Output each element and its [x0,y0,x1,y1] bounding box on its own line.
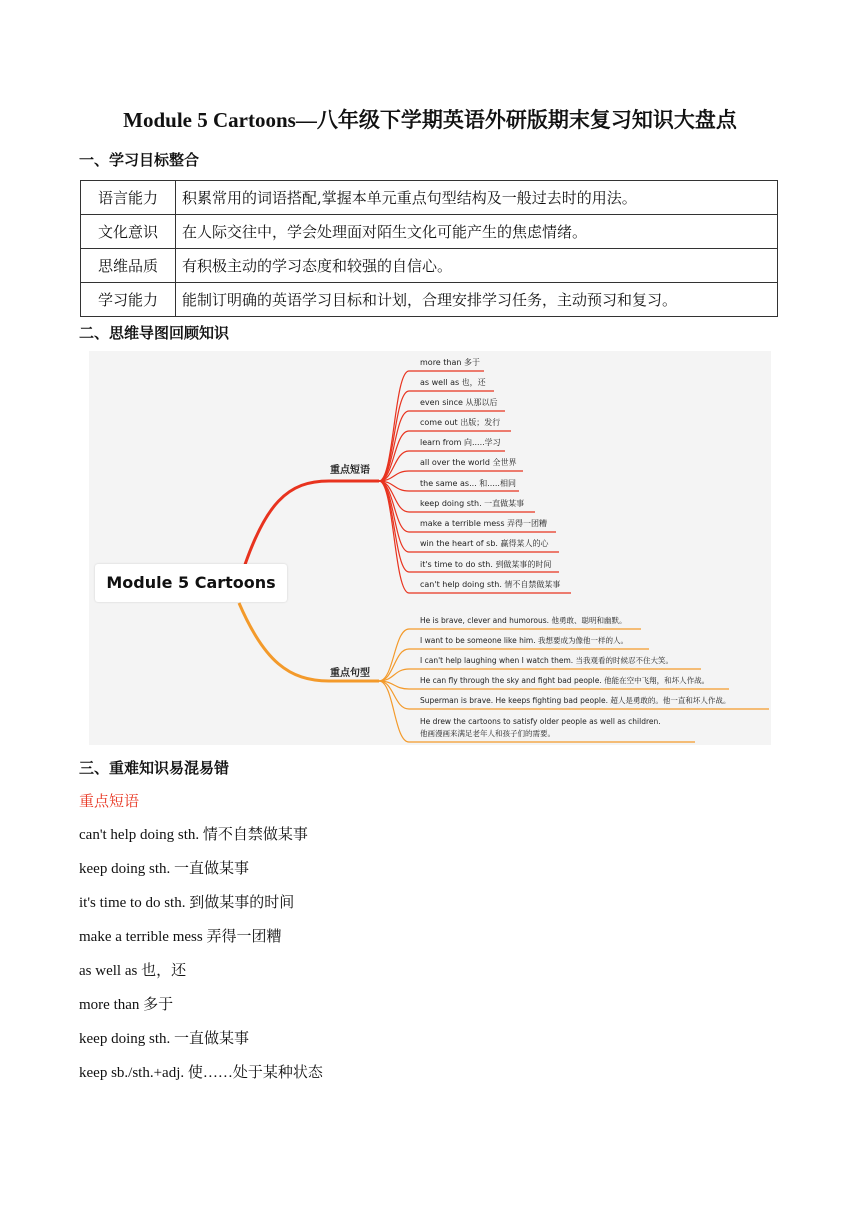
table-row [81,249,778,283]
section-heading-goals: 一、学习目标整合 [79,151,200,169]
goal-key: 思维品质 [81,249,176,283]
table-row [81,181,778,215]
focus-line: keep doing sth. 一直做某事 [79,1031,249,1047]
goal-key: 学习能力 [81,283,176,317]
focus-line: more than 多于 [79,997,174,1013]
phrase-leaf: win the heart of sb. 赢得某人的心 [420,539,549,548]
phrase-leaf: more than 多于 [420,358,480,367]
goal-value: 在人际交往中，学会处理面对陌生文化可能产生的焦虑情绪。 [176,215,778,249]
goal-key: 文化意识 [81,215,176,249]
phrase-leaf: as well as 也，还 [420,378,486,387]
phrase-leaf: the same as... 和.....相同 [420,479,516,488]
goal-value: 积累常用的词语搭配,掌握本单元重点句型结构及一般过去时的用法。 [176,181,778,215]
phrase-leaf: it's time to do sth. 到做某事的时间 [420,560,552,569]
sentence-leaf: He can fly through the sky and fight bad people. 他能在空中飞翔，和坏人作战。 [420,676,710,685]
page-title: Module 5 Cartoons—八年级下学期英语外研版期末复习知识大盘点 [123,108,737,132]
phrase-leaf: all over the world 全世界 [420,458,517,467]
focus-line: make a terrible mess 弄得一团糟 [79,929,282,945]
branch-sentences: 重点句型 [330,668,370,679]
phrase-leaf: even since 从那以后 [420,398,498,407]
focus-line: keep doing sth. 一直做某事 [79,861,249,877]
sentence-leaf: He drew the cartoons to satisfy older people as well as children. [420,717,661,726]
table-row [81,215,778,249]
phrase-leaf: keep doing sth. 一直做某事 [420,499,525,508]
branch-phrases: 重点短语 [330,465,370,476]
focus-line: keep sb./sth.+adj. 使……处于某种状态 [79,1065,323,1081]
mind-map-root: Module 5 Cartoons [95,564,287,602]
sentence-leaf: I want to be someone like him. 我想要成为像他一样的人。 [420,636,628,645]
phrase-leaf: come out 出版；发行 [420,418,501,427]
section-heading-difficulties: 三、重难知识易混易错 [79,759,230,777]
table-row [81,283,778,317]
focus-phrases-heading: 重点短语 [79,792,140,810]
sentence-leaf: 他画漫画来满足老年人和孩子们的需要。 [420,729,555,738]
phrase-leaf: make a terrible mess 弄得一团糟 [420,519,548,528]
focus-line: it's time to do sth. 到做某事的时间 [79,895,295,911]
focus-line: as well as 也，还 [79,963,187,979]
goals-table [80,180,778,317]
section-heading-mindmap: 二、思维导图回顾知识 [79,324,230,342]
mind-map [89,351,771,745]
focus-line: can't help doing sth. 情不自禁做某事 [79,827,308,843]
goal-value: 有积极主动的学习态度和较强的自信心。 [176,249,778,283]
sentence-leaf: He is brave, clever and humorous. 他勇敢、聪明和幽默。 [420,616,627,625]
sentence-leaf: I can't help laughing when I watch them. 当我观看的时候忍不住大笑。 [420,656,674,665]
sentence-leaf: Superman is brave. He keeps fighting bad people. 超人是勇敢的。他一直和坏人作战。 [420,696,731,705]
phrase-leaf: learn from 向.....学习 [420,438,501,447]
goal-key: 语言能力 [81,181,176,215]
goal-value: 能制订明确的英语学习目标和计划，合理安排学习任务，主动预习和复习。 [176,283,778,317]
phrase-leaf: can't help doing sth. 情不自禁做某事 [420,580,561,589]
